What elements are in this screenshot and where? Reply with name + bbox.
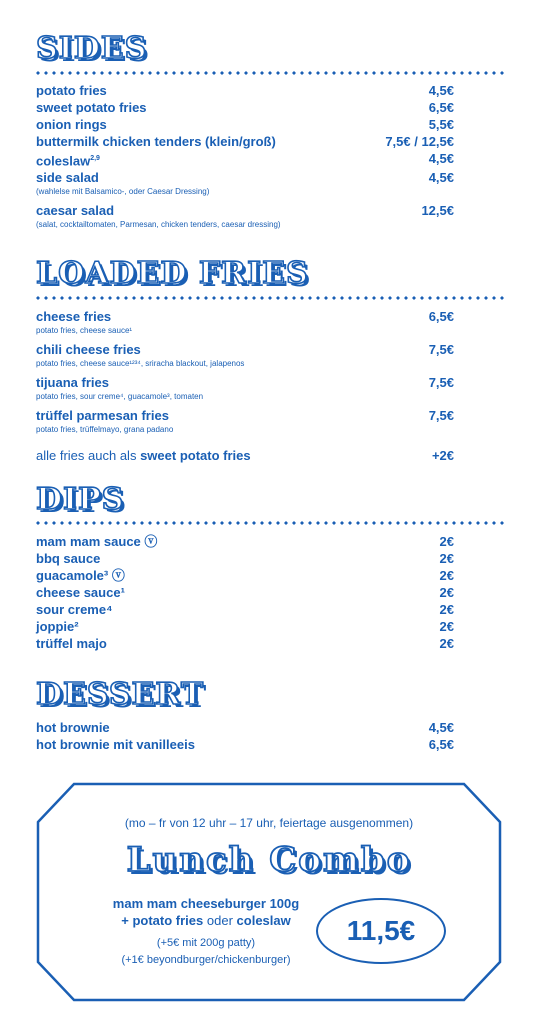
item-name-text: bbq sauce	[36, 551, 101, 566]
combo-note: (mo – fr von 12 uhr – 17 uhr, feiertage ausgenommen)	[124, 816, 414, 830]
item-price: 6,5€	[428, 100, 454, 115]
item-description: potato fries, trüffelmayo, grana padano	[36, 425, 174, 434]
menu-item	[36, 308, 454, 336]
upgrade-price: +2€	[431, 448, 454, 463]
item-price: 2€	[439, 619, 454, 634]
menu-item	[36, 374, 454, 402]
item-name-text: onion rings	[36, 117, 107, 132]
menu-item	[36, 719, 454, 736]
item-price: 4,5€	[428, 720, 454, 735]
menu-item	[36, 99, 454, 116]
dotted-divider	[34, 296, 506, 300]
combo-price: 11,5€	[316, 898, 446, 964]
menu-item-name	[36, 719, 110, 736]
menu-item	[36, 736, 454, 753]
dessert-list	[36, 719, 454, 753]
item-name-text: cheese fries	[36, 309, 112, 324]
item-price: 2€	[439, 585, 454, 600]
item-name-text: tijuana fries	[36, 375, 109, 390]
menu-item-name	[36, 82, 107, 99]
menu-item-name	[36, 116, 107, 133]
item-name-text: hot brownie	[36, 720, 110, 735]
upgrade-bold: sweet potato fries	[140, 448, 251, 463]
item-name-text: sour creme⁴	[36, 602, 113, 617]
dips-list	[36, 533, 454, 652]
menu-item-name	[36, 618, 79, 635]
item-price: 7,5€	[428, 408, 454, 423]
combo-or: oder	[206, 913, 233, 928]
item-price: 7,5€	[428, 342, 454, 357]
menu-item	[36, 550, 454, 567]
menu-item-name	[36, 150, 100, 169]
menu-item	[36, 169, 454, 197]
item-price: 2€	[439, 602, 454, 617]
menu-item-name	[36, 341, 244, 369]
item-name-text: trüffel majo	[36, 636, 107, 651]
menu-item-name	[36, 169, 209, 197]
menu-item	[36, 618, 454, 635]
item-description: (wahlelse mit Balsamico-, oder Caesar Dressing)	[36, 187, 210, 197]
menu-item-name	[36, 374, 203, 402]
item-description: (salat, cocktailtomaten, Parmesan, chicken tenders, caesar dressing)	[36, 220, 281, 230]
item-price: 7,5€ / 12,5€	[385, 134, 454, 149]
item-name-text: chili cheese fries	[36, 342, 141, 357]
combo-frame	[36, 782, 502, 1002]
menu-item	[36, 116, 454, 133]
menu-item-name	[36, 133, 276, 150]
item-price: 4,5€	[428, 151, 454, 166]
dips-heading: DIPS	[36, 482, 125, 517]
item-name-text: trüffel parmesan fries	[36, 408, 169, 423]
item-name-text: guacamole³ ⓥ	[36, 568, 125, 583]
combo-patty-upgrade: (+5€ mit 200g patty)	[156, 937, 256, 949]
menu-item-name	[36, 533, 157, 550]
combo-side-line	[56, 913, 356, 928]
menu-item-name	[36, 308, 132, 336]
menu-item	[36, 341, 454, 369]
item-price: 2€	[439, 534, 454, 549]
item-price: 6,5€	[428, 309, 454, 324]
menu-item	[36, 82, 454, 99]
sides-list	[36, 82, 454, 235]
combo-fries: + potato fries	[121, 913, 204, 928]
item-price: 4,5€	[428, 170, 454, 186]
item-price: 7,5€	[428, 375, 454, 390]
menu-item-name	[36, 202, 281, 230]
menu-item	[36, 635, 454, 652]
menu-item-name	[36, 736, 195, 753]
sweet-potato-upgrade	[36, 447, 454, 464]
dotted-divider	[34, 521, 506, 525]
item-name-text: joppie²	[36, 619, 79, 634]
item-description: potato fries, cheese sauce¹	[36, 326, 133, 335]
menu-item-name	[36, 550, 100, 567]
menu-item	[36, 150, 454, 169]
upgrade-prefix: alle fries auch als	[36, 448, 137, 463]
combo-burger-swap: (+1€ beyondburger/chickenburger)	[121, 954, 291, 966]
item-name-text: potato fries	[36, 83, 107, 98]
menu-item-name	[36, 99, 147, 116]
item-name-text: caesar salad	[36, 203, 115, 219]
item-price: 5,5€	[428, 117, 454, 132]
combo-title: Lunch Combo	[126, 840, 412, 880]
menu-item	[36, 601, 454, 618]
item-description: potato fries, cheese sauce¹²³⁴, sriracha blackout, jalapenos	[36, 359, 245, 368]
item-name-text: coleslaw	[36, 153, 91, 169]
menu-item	[36, 567, 454, 584]
item-name-text: cheese sauce¹	[36, 585, 125, 600]
item-name-text: buttermilk chicken tenders (klein/groß)	[36, 134, 276, 149]
sides-heading: SIDES	[36, 31, 148, 66]
item-price: 2€	[439, 551, 454, 566]
combo-burger-line: mam mam cheeseburger 100g	[112, 896, 300, 911]
menu-item-name	[36, 567, 125, 584]
item-price: 2€	[439, 568, 454, 583]
loaded-fries-heading: LOADED FRIES	[36, 256, 309, 291]
item-price: 6,5€	[428, 737, 454, 752]
menu-item	[36, 533, 454, 550]
allergen-note: 2,9	[90, 155, 100, 162]
dessert-heading: DESSERT	[36, 677, 205, 712]
loaded-fries-list	[36, 308, 454, 440]
menu-item-name	[36, 635, 107, 652]
menu-item	[36, 133, 454, 150]
combo-coleslaw: coleslaw	[236, 913, 291, 928]
item-price: 12,5€	[421, 203, 454, 219]
item-name-text: hot brownie mit vanilleeis	[36, 737, 195, 752]
item-price: 4,5€	[428, 83, 454, 98]
item-description: potato fries, sour creme⁴, guacamole³, tomaten	[36, 392, 204, 401]
menu-item	[36, 584, 454, 601]
item-name-text: side salad	[36, 170, 99, 186]
menu-item	[36, 407, 454, 435]
item-name-text: mam mam sauce ⓥ	[36, 534, 158, 549]
dotted-divider	[34, 71, 506, 75]
item-name-text: sweet potato fries	[36, 100, 147, 115]
menu-item-name	[36, 601, 113, 618]
item-price: 2€	[439, 636, 454, 651]
menu-item-name	[36, 407, 173, 435]
lunch-combo-box	[36, 782, 502, 1002]
menu-item-name	[36, 584, 125, 601]
menu-item	[36, 202, 454, 230]
